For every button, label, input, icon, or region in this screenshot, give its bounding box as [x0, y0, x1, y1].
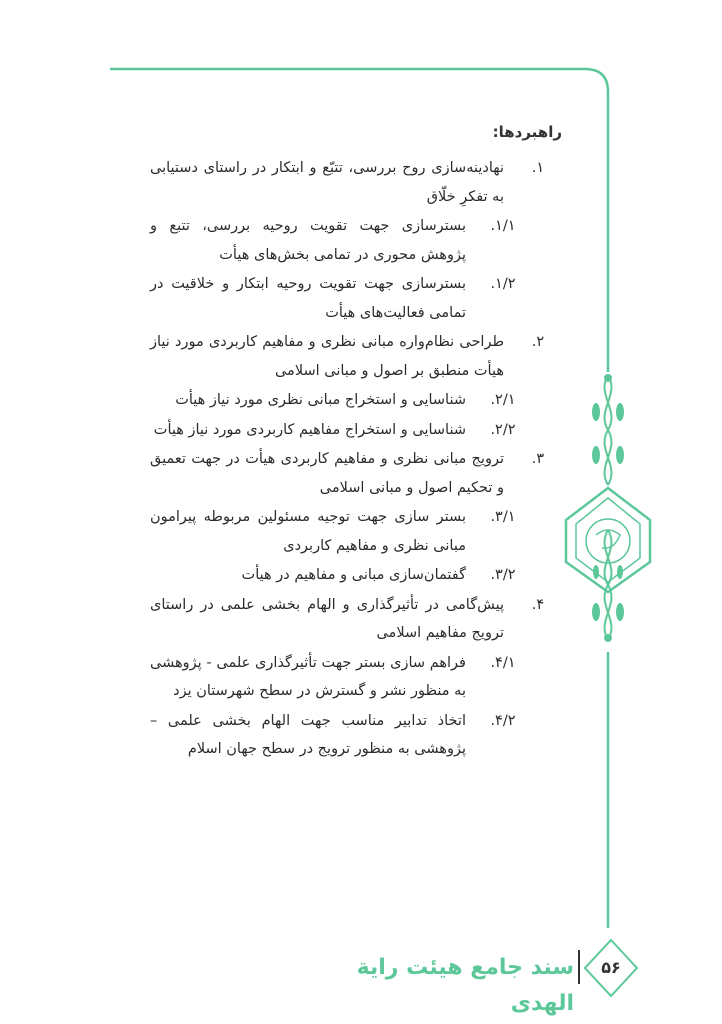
item-number: .۳/۲	[490, 567, 516, 583]
item-text: اتخاذ تدابیر مناسب جهت الهام بخشی علمی – پژوهشی به منظور ترویج در سطح جهان اسلام	[150, 712, 466, 757]
item-text: شناسایی و استخراج مبانی نظری مورد نیاز هیأت	[175, 392, 466, 408]
item-text: بسترسازی جهت تقویت روحیه ابتکار و خلاقیت در تمامی فعالیت‌های هیأت	[150, 276, 466, 321]
item-text: شناسایی و استخراج مفاهیم کاربردی مورد نیاز هیأت	[153, 421, 466, 438]
sub-strategy-item	[150, 561, 562, 590]
sub-strategy-item	[150, 707, 562, 764]
page-number: ۵۶	[601, 958, 621, 977]
strategy-item	[150, 328, 562, 385]
item-number: .۳/۱	[490, 509, 516, 525]
item-text: ترویج مبانی نظری و مفاهیم کاربردی هیأت در جهت تعمیق و تحکیم اصول و مبانی اسلامی	[150, 451, 504, 496]
item-text: پیش‌گامی در تأثیرگذاری و الهام بخشی علمی در راستای ترویج مفاهیم اسلامی	[150, 596, 504, 641]
sub-strategy-item	[150, 416, 562, 445]
item-number: .۳	[531, 451, 545, 467]
item-number: .۲/۱	[490, 392, 516, 408]
item-number: .۲/۲	[490, 421, 516, 438]
strategy-list	[150, 154, 562, 764]
item-number: .۱/۲	[490, 276, 516, 292]
item-number: .۴/۲	[490, 712, 516, 729]
sub-strategy-item	[150, 212, 562, 269]
ornament-icon	[566, 375, 650, 640]
item-number: .۲	[531, 334, 545, 350]
strategy-item	[150, 591, 562, 648]
strategy-item	[150, 154, 562, 211]
item-text: طراحی نظام‌واره مبانی نظری و مفاهیم کاربردی مورد نیاز هیأت منطبق بر اصول و مبانی اسلامی	[150, 334, 504, 379]
sub-strategy-item	[150, 503, 562, 560]
strategy-item	[150, 445, 562, 502]
item-number: .۱	[531, 160, 545, 176]
item-text: بسترسازی جهت تقویت روحیه بررسی، تتبع و پژوهش محوری در تمامی بخش‌های هیأت	[150, 218, 466, 263]
item-number: .۴	[531, 596, 545, 613]
item-number: .۱/۱	[490, 218, 516, 234]
footer-separator	[578, 950, 580, 984]
item-text: گفتمان‌سازی مبانی و مفاهیم در هیأت	[241, 567, 466, 583]
item-text: نهادینه‌سازی روح بررسی، تتبّع و ابتکار در راستای دستیابی به تفکرِ خلّاق	[150, 160, 504, 205]
item-text: بستر سازی جهت توجیه مسئولین مربوطه پیرامون مبانی نظری و مفاهیم کاربردی	[150, 509, 466, 554]
sub-strategy-item	[150, 270, 562, 327]
sub-strategy-item	[150, 386, 562, 415]
footer-title: سند جامع هیئت رایة الهدی	[356, 955, 574, 1016]
main-content	[150, 118, 562, 765]
item-text: فراهم سازی بستر جهت تأثیرگذاری علمی - پژوهشی به منظور نشر و گسترش در سطح شهرستان یزد	[150, 654, 466, 699]
section-heading: راهبردها:	[492, 123, 562, 141]
item-number: .۴/۱	[490, 654, 516, 671]
sub-strategy-item	[150, 649, 562, 706]
